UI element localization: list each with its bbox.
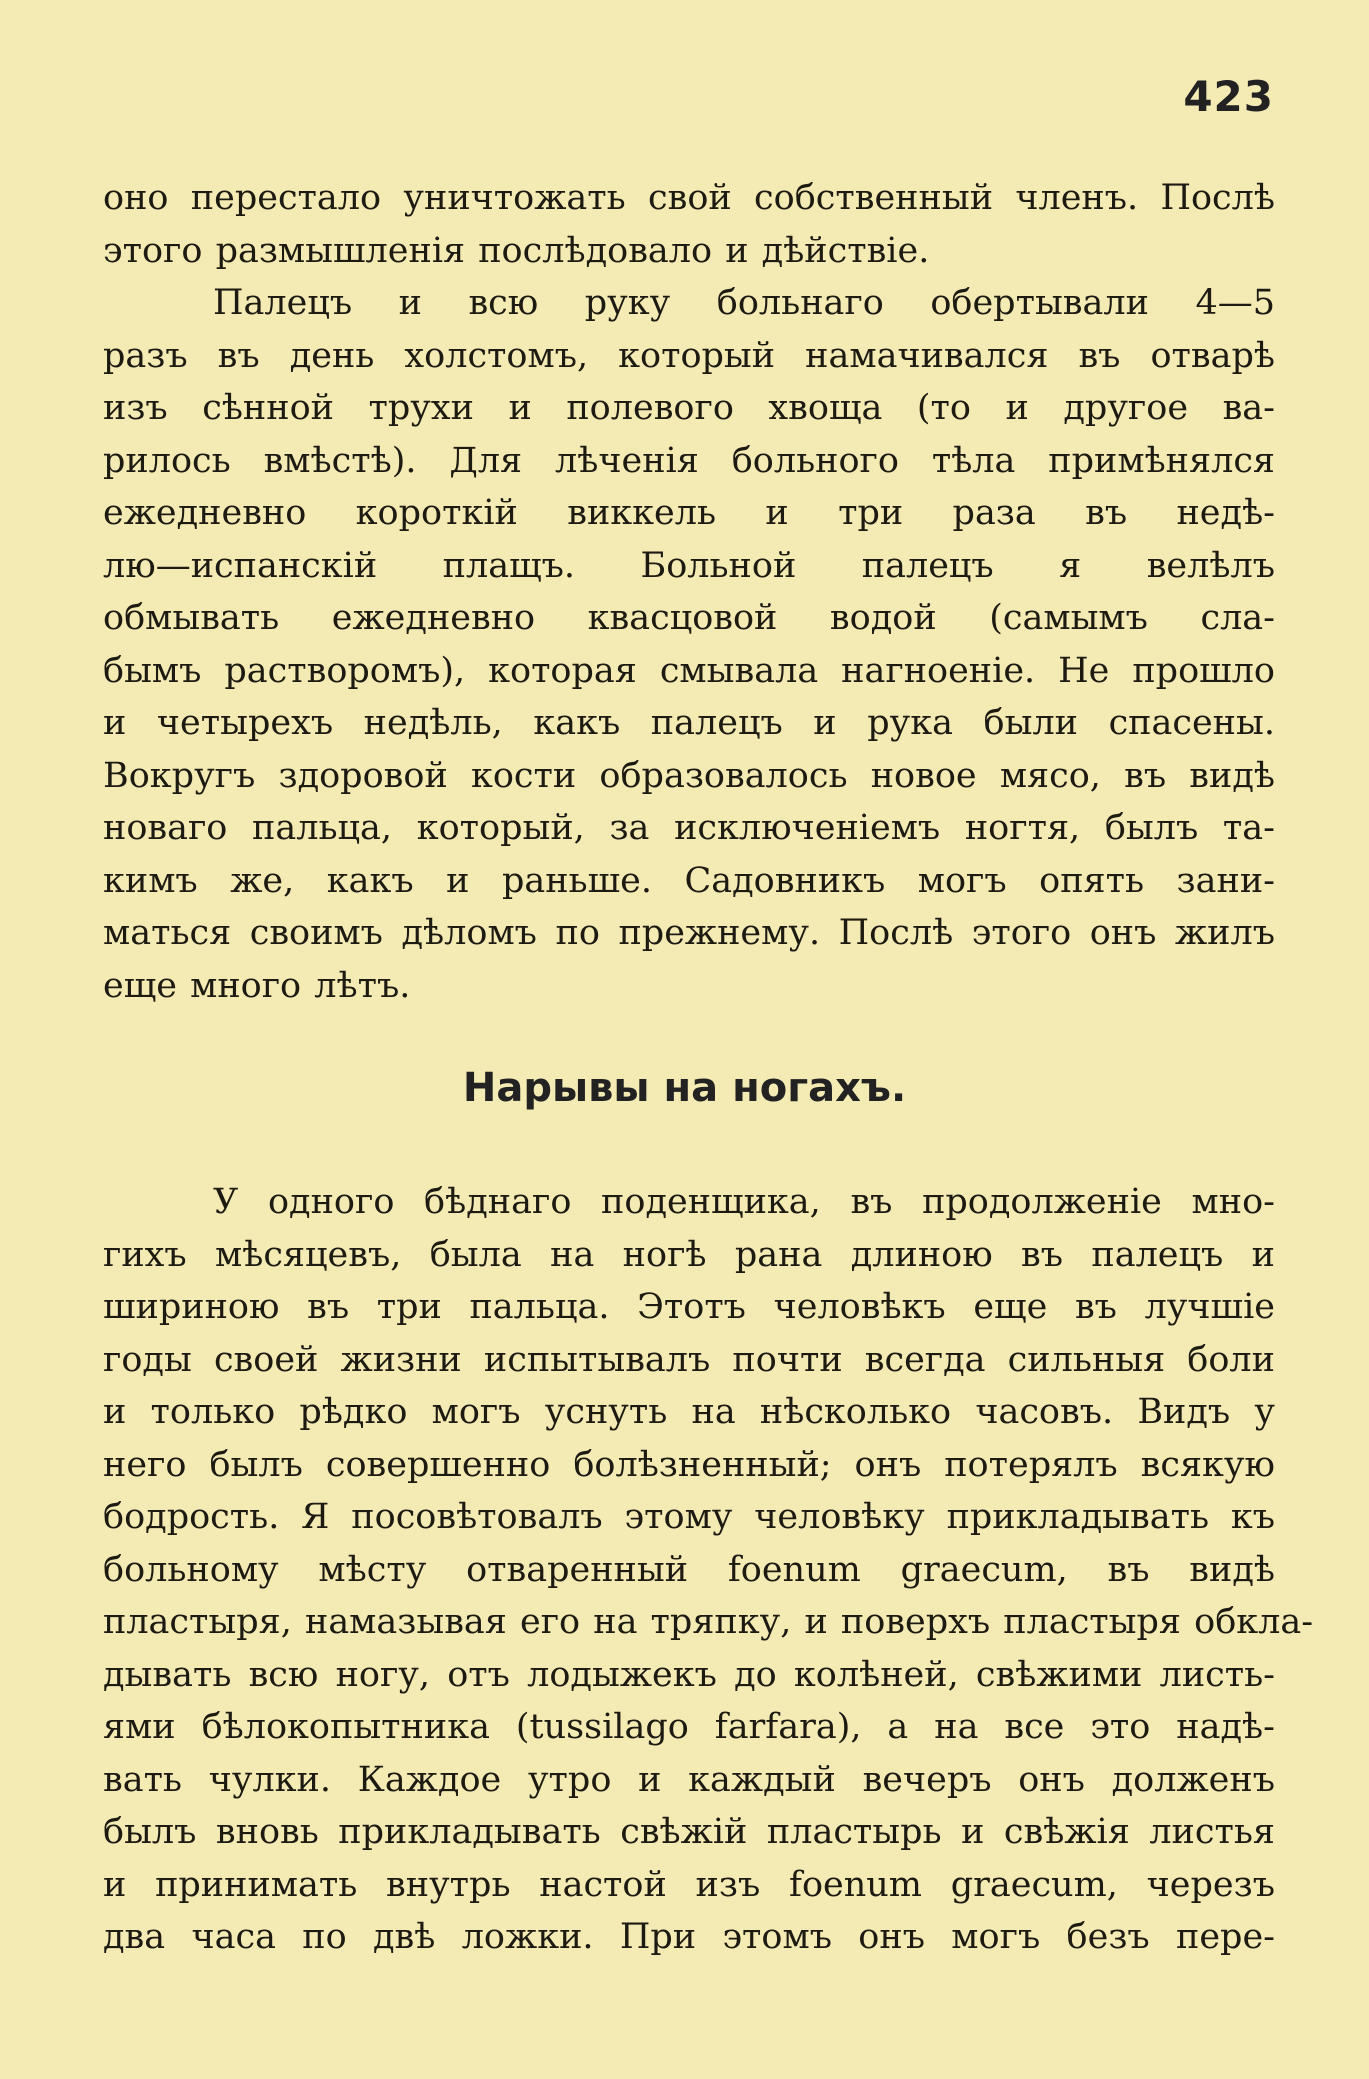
text-line: шириною въ три пальца. Этотъ человѣкъ еще въ лучшіе bbox=[103, 1287, 1275, 1327]
text-line: разъ въ день холстомъ, который намачивался въ отварѣ bbox=[103, 335, 1275, 376]
text-line: ями бѣлокопытника (tussilago farfara), а на все это надѣ- bbox=[103, 1707, 1275, 1747]
text-line: кимъ же, какъ и раньше. Садовникъ могъ опять зани- bbox=[103, 860, 1275, 901]
text-line: маться своимъ дѣломъ по прежнему. Послѣ этого онъ жилъ bbox=[103, 913, 1275, 953]
text-line: него былъ совершенно болѣзненный; онъ потерялъ всякую bbox=[103, 1444, 1275, 1485]
text-line: годы своей жизни испытывалъ почти всегда сильныя боли bbox=[103, 1339, 1275, 1380]
text-line: рилось вмѣстѣ). Для лѣченія больного тѣла примѣнялся bbox=[103, 440, 1275, 481]
paragraph-continuation bbox=[103, 172, 1275, 1012]
text-line: обмывать ежедневно квасцовой водой (самымъ сла- bbox=[103, 598, 1275, 638]
paragraph-main bbox=[103, 1176, 1314, 1964]
text-line: больному мѣсту отваренный foenum graecum, въ видѣ bbox=[103, 1549, 1275, 1590]
text-line: бымъ растворомъ), которая смывала нагноеніе. Не прошло bbox=[103, 650, 1275, 691]
text-line: У одного бѣднаго поденщика, въ продолженіе мно- bbox=[213, 1182, 1275, 1222]
text-line: гихъ мѣсяцевъ, была на ногѣ рана длиною въ палецъ и bbox=[103, 1234, 1275, 1275]
text-line: и только рѣдко могъ уснуть на нѣсколько часовъ. Видъ у bbox=[103, 1392, 1275, 1432]
text-line: пластыря, намазывая его на тряпку, и поверхъ пластыря обкла- bbox=[103, 1602, 1314, 1642]
text-line: ежедневно короткій виккель и три раза въ недѣ- bbox=[103, 493, 1275, 533]
text-line: бодрость. Я посовѣтовалъ этому человѣку прикладывать къ bbox=[103, 1497, 1275, 1537]
text-line: и принимать внутрь настой изъ foenum graecum, черезъ bbox=[103, 1864, 1275, 1905]
text-line: еще много лѣтъ. bbox=[103, 965, 411, 1006]
text-line: этого размышленія послѣдовало и дѣйствіе. bbox=[103, 230, 930, 271]
text-line: оно перестало уничтожать свой собственный членъ. Послѣ bbox=[103, 178, 1275, 218]
text-line: новаго пальца, который, за исключеніемъ ногтя, былъ та- bbox=[103, 808, 1275, 848]
text-line: вать чулки. Каждое утро и каждый вечеръ онъ долженъ bbox=[103, 1759, 1275, 1800]
text-line: Вокругъ здоровой кости образовалось новое мясо, въ видѣ bbox=[103, 755, 1275, 796]
text-line: лю—испанскій плащъ. Больной палецъ я велѣлъ bbox=[103, 545, 1275, 586]
text-line: и четырехъ недѣль, какъ палецъ и рука были спасены. bbox=[103, 703, 1275, 743]
text-line: дывать всю ногу, отъ лодыжекъ до колѣней, свѣжими листь- bbox=[103, 1654, 1275, 1695]
page-number: 423 bbox=[1183, 72, 1274, 121]
text-line: былъ вновь прикладывать свѣжій пластырь и свѣжія листья bbox=[103, 1812, 1275, 1852]
text-line: Палецъ и всю руку больнаго обертывали 4—5 bbox=[213, 283, 1275, 323]
text-line: два часа по двѣ ложки. При этомъ онъ могъ безъ пере- bbox=[103, 1917, 1275, 1957]
text-line: изъ сѣнной трухи и полевого хвоща (то и другое ва- bbox=[103, 388, 1275, 428]
section-heading: Нарывы на ногахъ. bbox=[462, 1065, 907, 1111]
